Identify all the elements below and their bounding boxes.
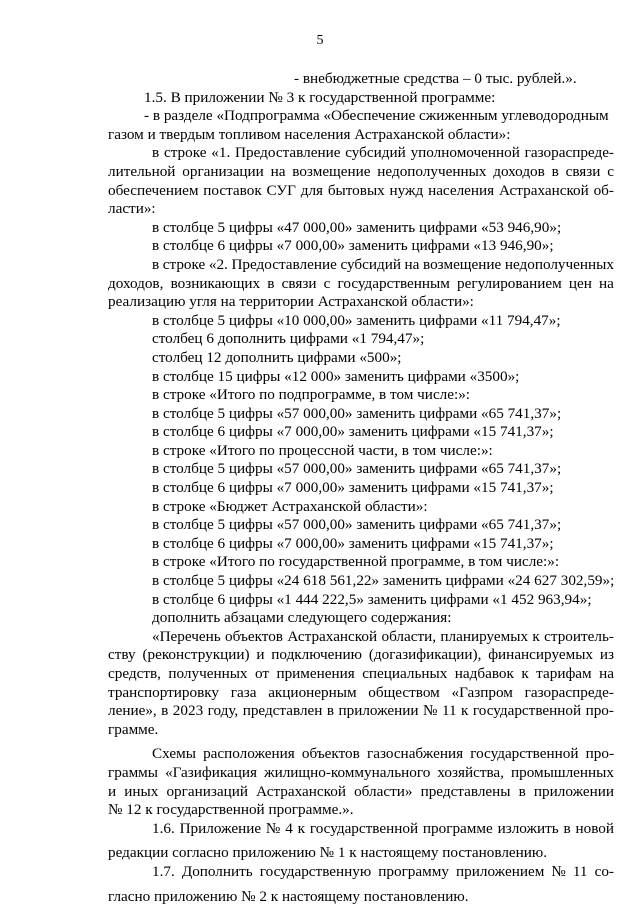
word: нужд (389, 181, 424, 199)
text-line: редакции согласно приложению № 1 к настоящему постановлению. (108, 844, 548, 862)
word: программу (378, 862, 449, 880)
text-line: - в разделе «Подпрограмма «Обеспечение сжиженным углеводородным (144, 107, 609, 125)
text-line: в столбце 5 цифры «24 618 561,22» заменить цифрами «24 627 302,59»; (152, 572, 615, 590)
text-line: в столбце 6 цифры «7 000,00» заменить цифрами «15 741,37»; (152, 534, 554, 552)
text-line (108, 783, 614, 802)
word: в (161, 702, 169, 720)
word: «2. (208, 255, 228, 273)
text-line: в строке «Итого по подпрограмме, в том числе:»: (152, 386, 471, 404)
word: 1.6. (152, 819, 175, 837)
word: на (599, 665, 614, 682)
word: Дополнить (181, 862, 253, 880)
word: СУГ (266, 181, 296, 199)
word: строитель- (544, 627, 614, 645)
word: в (563, 819, 571, 837)
word: возмещение (292, 162, 371, 180)
text-line: № 12 к государственной программе.». (108, 801, 354, 819)
word: полученных (168, 665, 248, 682)
word: регулированием (457, 274, 562, 292)
word: государственной (472, 702, 582, 720)
word: строке (163, 144, 207, 162)
word: населения (428, 181, 495, 199)
word: про- (585, 702, 614, 720)
word: Схемы (152, 745, 196, 763)
word: в (551, 162, 559, 180)
text-line: в столбце 5 цифры «47 000,00» заменить цифрами «53 946,90»; (152, 218, 562, 236)
word: ству (108, 646, 136, 664)
word: возмещение (423, 255, 502, 273)
word: обеспечением (108, 181, 199, 199)
text-line: столбец 12 дополнить цифрами «500»; (152, 348, 402, 366)
word: из (599, 646, 614, 664)
word: строке (162, 255, 206, 273)
word: средств, (108, 665, 161, 682)
word: транспортировку (108, 683, 220, 701)
text-line: 1.5. В приложении № 3 к государственной программе: (144, 88, 496, 106)
text-line: столбец 6 дополнить цифрами «1 794,47»; (152, 330, 425, 348)
text-line: в столбце 5 цифры «57 000,00» заменить цифрами «65 741,37»; (152, 404, 562, 422)
word: применения (276, 665, 355, 682)
word: с (323, 274, 331, 292)
text-line (108, 665, 614, 684)
word: Предоставление (231, 255, 337, 273)
word: для (300, 181, 324, 199)
word: финансируемых (488, 646, 593, 664)
word: ление», (108, 702, 157, 720)
word: на (404, 255, 420, 273)
word: промышленных (511, 763, 614, 781)
word: Приложение (179, 819, 262, 837)
document-body (108, 70, 614, 906)
text-line (108, 702, 614, 721)
word: в (152, 255, 160, 273)
word: в (326, 702, 335, 720)
word: приложении (533, 782, 614, 800)
word: государственной (470, 745, 579, 763)
word: 1.7. (152, 862, 175, 880)
word: связи (281, 274, 317, 292)
word: 4 (285, 819, 293, 837)
word: в (267, 274, 275, 292)
text-line (108, 820, 614, 839)
text-line (108, 684, 614, 703)
word: расположения (203, 745, 295, 763)
text-line: в столбце 15 цифры «12 000» заменить цифрами «3500»; (152, 367, 520, 385)
word: государственную (259, 862, 372, 880)
word: в (518, 782, 526, 800)
word: программе (422, 819, 493, 837)
word: доходов (493, 162, 545, 180)
word: приложением (456, 862, 545, 880)
word: в (152, 144, 160, 162)
word: объектов (301, 745, 360, 763)
word: (догазификации), (368, 646, 482, 664)
word: области» (354, 782, 413, 800)
word: доходов, (108, 274, 164, 292)
word: (реконструкции) (142, 646, 250, 664)
word: акционерным (268, 683, 357, 701)
text-line: в столбце 6 цифры «7 000,00» заменить цифрами «13 946,90»; (152, 237, 554, 255)
word: объектов (225, 627, 283, 645)
text-line: в столбце 6 цифры «1 444 222,5» заменить цифрами «1 452 963,94»; (152, 590, 592, 608)
word: газораспреде- (524, 683, 614, 701)
text-line: в столбце 5 цифры «57 000,00» заменить цифрами «65 741,37»; (152, 516, 562, 534)
word: новой (575, 819, 614, 837)
text-line (108, 764, 614, 783)
text-line (108, 182, 614, 201)
word: году, (207, 702, 239, 720)
word: бытовых (327, 181, 385, 199)
text-line: в столбце 5 цифры «57 000,00» заменить цифрами «65 741,37»; (152, 460, 562, 478)
word: Астраханской (287, 627, 378, 645)
word: к (532, 627, 540, 645)
word: Предоставление (235, 144, 341, 162)
text-line (108, 863, 614, 882)
word: обществом (368, 683, 440, 701)
word: 11 (572, 862, 588, 880)
word: и (256, 646, 265, 664)
text-line (108, 745, 614, 764)
word: связи (565, 162, 601, 180)
text-line: грамме. (108, 720, 159, 738)
word: уполномоченной (410, 144, 520, 162)
text-line: ласти»: (108, 200, 156, 218)
word: организаций (166, 782, 248, 800)
word: Астраханской (256, 782, 346, 800)
word: недополученных (504, 255, 614, 273)
word: № (265, 819, 281, 837)
text-line: в столбце 6 цифры «7 000,00» заменить цифрами «15 741,37»; (152, 479, 554, 497)
word: организации (182, 162, 264, 180)
text-line: реализацию угля на территории Астраханской области»: (108, 293, 474, 311)
word: «Газификация (165, 763, 258, 781)
word: газораспреде- (524, 144, 614, 162)
word: субсидий (340, 255, 401, 273)
word: с (607, 162, 614, 180)
text-line: в строке «Итого по процессной части, в том числе:»: (152, 441, 493, 459)
word: государственной (309, 819, 419, 837)
word: цен (568, 274, 592, 292)
word: лительной (108, 162, 176, 180)
text-line: дополнить абзацами следующего содержания: (152, 609, 452, 627)
word: представлены (420, 782, 511, 800)
word: возникающих (170, 274, 261, 292)
word: хозяйства, (437, 763, 504, 781)
text-line (108, 256, 614, 275)
word: № (423, 702, 438, 720)
word: государственным (337, 274, 450, 292)
text-line (108, 163, 614, 182)
word: граммы (108, 763, 158, 781)
word: к (297, 819, 306, 837)
word: Астраханской (498, 181, 589, 199)
word: 11 (441, 702, 457, 720)
word: недополученных (377, 162, 487, 180)
word: об- (593, 181, 614, 199)
word: специальных (362, 665, 448, 682)
word: № (551, 862, 566, 880)
text-line: в строке «Итого по государственной программе, в том числе:»: (152, 553, 560, 571)
word: изложить (497, 819, 559, 837)
word: от (254, 665, 269, 682)
word: области, (381, 627, 437, 645)
word: к (461, 702, 469, 720)
word: «1. (211, 144, 231, 162)
word: к (521, 665, 529, 682)
word: представлен (242, 702, 323, 720)
text-line: гласно приложению № 2 к настоящему постановлению. (108, 887, 469, 905)
text-line: в строке «Бюджет Астраханской области»: (152, 497, 428, 515)
text-line (108, 628, 614, 647)
word: подключению (271, 646, 363, 664)
word: «Газпром (451, 683, 513, 701)
text-line: газом и твердым топливом населения Астраханской области»: (108, 125, 511, 143)
word: приложении (338, 702, 419, 720)
word: планируемых (440, 627, 529, 645)
word: про- (585, 745, 614, 763)
page-number: 5 (316, 33, 324, 48)
text-line: в столбце 6 цифры «7 000,00» заменить цифрами «15 741,37»; (152, 423, 554, 441)
word: тарифам (536, 665, 592, 682)
word: субсидий (345, 144, 406, 162)
word: 2023 (172, 702, 204, 720)
word: и (108, 782, 117, 800)
word: газоснабжения (366, 745, 464, 763)
word: поставок (203, 181, 262, 199)
word: на (270, 162, 286, 180)
word: жилищно-коммунального (264, 763, 431, 781)
word: газа (230, 683, 257, 701)
word: надбавок (454, 665, 514, 682)
text-line (108, 144, 614, 163)
text-line: в столбце 5 цифры «10 000,00» заменить цифрами «11 794,47»; (152, 311, 561, 329)
text-line (108, 275, 614, 294)
word: на (599, 274, 614, 292)
word: со- (594, 862, 614, 880)
text-line: - внебюджетные средства – 0 тыс. рублей.». (294, 70, 577, 87)
word: «Перечень (152, 627, 221, 645)
word: иных (124, 782, 159, 800)
text-line (108, 646, 614, 665)
